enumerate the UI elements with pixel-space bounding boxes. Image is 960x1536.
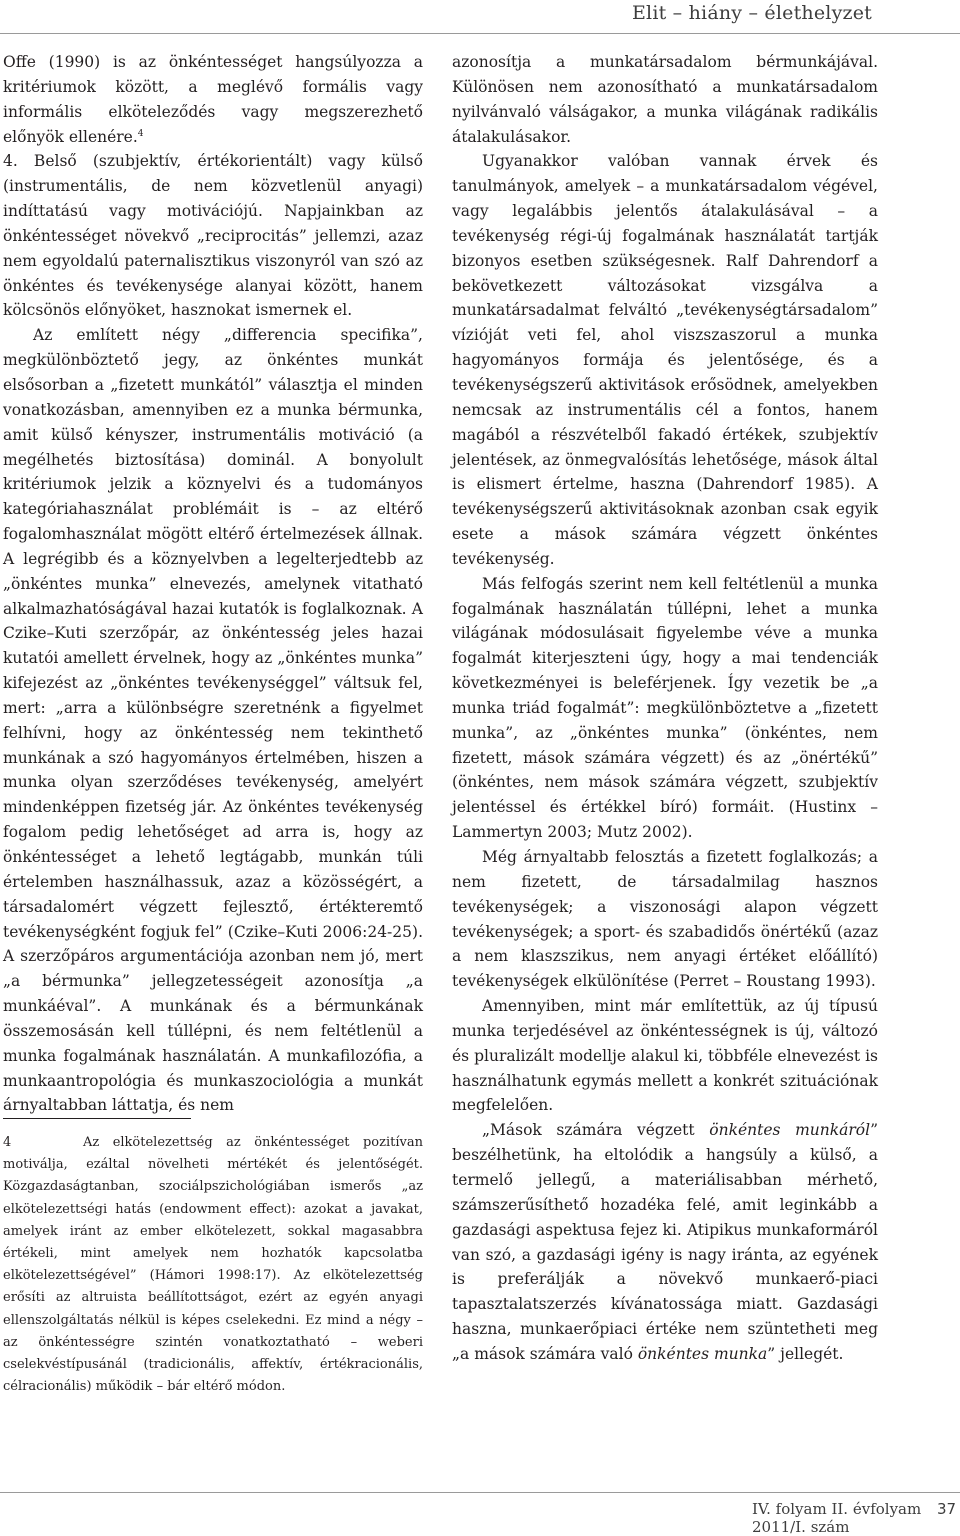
paragraph: Az említett négy „differencia specifika”, megkülönböztető jegy, az önkéntes munkát elsősorban a „fizetett munkától” választja el minden vonatkozásban, amennyiben ez a munka bérmunka, amit külső kényszer, instrumentális motiváció (a megélhetés biztosítása) dominál. A bonyolult kritériumok jelzik a köznyelvi és a tudományos kategóriahasználat problémáit is – az eltérő fogalomhasználat mögött eltérő értelmezések állnak. A legrégibb és a köznyelvben a legelterjedtebb az „önkéntes munka” elnevezés, amelynek vitatható alkalmazhatóságával hazai kutatók is foglalkoznak. A Czike–Kuti szerzőpár, az önkéntesség jeles hazai kutatói amellett érvelnek, hogy az „önkéntes munka” kifejezést az „önkéntes tevékenységgel” váltsuk fel, mert: „arra a különbségre szeretnénk a figyelmet felhívni, hogy az önkéntesség nem tekinthető munkának a szó hagyományos értelmében, hiszen a munka olyan szerződéses tevékenység, amelyért mindenképpen fizetség jár. Az önkéntes tevékenység fogalom pedig lehetőséget ad arra is, hogy az önkéntességet a lehető legtágabb, munkán túli értelemben használhassuk, azaz a közösségért, a társadalomért végzett fejlesztő, értékteremtő tevékenységként fogjuk fel” (Czike–Kuti 2006:24-25). A szerzőpáros argumentációja azonban nem jó, mert „a bérmunka” jellegzetességeit azonosítja „a munkáéval”. A munkának és a bérmunkának összemosásán kell túllépni, és nem feltétlenül a munka fogalmának használatán. A munkafilozófia, a munkaantropológia és munkaszociológia a munkát árnyaltabban láttatja, és nem: [3, 326, 423, 1115]
page-number: 37: [937, 1500, 957, 1518]
paragraph-text: ” jellegét.: [767, 1344, 844, 1363]
paragraph-text: Offe (1990) is az önkéntességet hangsúlyozza a kritériumok között, a meglévő formális vagy informális elköteleződés vagy megszerezhető előnyök ellenére.: [3, 53, 423, 146]
paragraph: Még árnyaltabb felosztás a fizetett foglalkozás; a nem fizetett, de társadalmilag hasznos tevékenységek; a viszonosági alapon végzett tevékenységek; a sport- és szabadidős önértékű (azaz a nem klaszszikus, nem anyagi értéket előállító) tevékenységek elkülönítése (Perret – Roustang 1993).: [452, 848, 878, 991]
right-column: [452, 50, 878, 1367]
paragraph: azonosítja a munkatársadalom bérmunkájával. Különösen nem azonosítható a munkatársadalom nyilvánvaló válságakor, a munka világának radikális átalakulásakor.: [452, 53, 878, 146]
paragraph: Más felfogás szerint nem kell feltétlenül a munka fogalmának használatán túllépni, lehet a munka világának módosulásait figyelembe véve a munka fogalmát kiterjeszteni úgy, hogy a mai tendenciák következményei is beleférjenek. Így vezetik be „a munka triád fogalmát”: megkülönböztetve a „fizetett munka”, az „önkéntes munka” (önkéntes, nem fizetett, mások számára végzett) és az „önértékű” (önkéntes, nem mások számára végzett, szubjektív jelentéssel és értékkel bíró) formáit. (Hustinx – Lammertyn 2003; Mutz 2002).: [452, 574, 878, 842]
footnote-reference[interactable]: 4: [137, 128, 144, 139]
paragraph: Amennyiben, mint már említettük, az új típusú munka terjedésével az önkéntességnek is új, változó és pluralizált modellje alakul ki, többféle elnevezést is használhatunk egymás mellett a konkrét szituációnak megfelelően.: [452, 997, 878, 1115]
footnote-text: Az elkötelezettség az önkéntességet pozitívan motiválja, ezáltal növelheti mértékét és jelentőségét. Közgazdaságtanban, szociálpszichológiában ismerős „az elkötelezettségi hatás (endowment effect): azokat a javakat, amelyek iránt az ember elkötelezett, sokkal magasabbra értékeli, mint amelyek nem hozhatók kapcsolatba elkötelezettségével” (Hámori 1998:17). Az elkötelezettség erősíti az altruista beállítottságot, ezért az egyén anyagi ellenszolgáltatás nélkül is képes cselekedni. Ez mind a négy – az önkéntességre szintén vonatkoztatható – weberi cselekvéstípusánál (tradicionális, affektív, értékracionális, célracionális) működik – bár eltérő módon.: [3, 1135, 423, 1395]
paragraph: [452, 1118, 878, 1366]
footer-divider: [0, 1492, 960, 1493]
footnote-number: 4: [3, 1135, 12, 1150]
emphasis-text: önkéntes munka: [637, 1344, 768, 1363]
emphasis-text: önkéntes munkáról: [709, 1121, 871, 1140]
paragraph-text: ” beszélhetünk, ha eltolódik a hangsúly a külső, a termelő jellegű, a materiálisabban mérhető, számszerűsíthető hozadéka felé, amit leginkább a gazdasági aspektusa fejez ki. Atipikus munkaformáról van szó, a gazdasági igény is nagy iránta, az egyének is preferálják a növekvő munkaerő-piaci tapasztalatszerzés kívánatossága miatt. Gazdasági haszna, munkaerőpiaci értéke nem szüntetheti meg „a mások számára való: [452, 1121, 879, 1363]
footnote-divider: [3, 1118, 191, 1119]
paragraph: [3, 50, 423, 149]
paragraph-text: „Mások számára végzett: [482, 1121, 710, 1140]
running-header-title: Elit – hiány – élethelyzet: [631, 2, 872, 24]
paragraph: Ugyanakkor valóban vannak érvek és tanulmányok, amelyek – a munkatársadalom végével, vagy legalábbis jelentős átalakulásával – a tevékenység régi-új fogalmának használatát tartják bizonyos esetben szükségesnek. Ralf Dahrendorf a bekövetkezett változásokat vizsgálva a munkatársadalmat felváltó „tevékenységtársadalom” vízióját veti fel, ahol viszszaszorul a munka hagyományos formája és jelentősége, és a tevékenységszerű aktivitások erősödnek, amelyekben nemcsak az instrumentális cél a fontos, hanem magából a részvételből fakadó értékek, szubjektív jelentések, az önmegvalósítás lehetősége, mások által is elismert értelme, haszna (Dahrendorf 1985). A tevékenységszerű aktivitásoknak azonban csak egyik esete a mások számára végzett önkéntes tevékenység.: [452, 152, 878, 568]
left-column: [3, 50, 423, 1118]
paragraph: 4. Belső (szubjektív, értékorientált) vagy külső (instrumentális, de nem közvetlenül anyagi) indíttatású vagy motivációjú. Napjainkban az önkéntességet növekvő „reciprocitás” jellemzi, azaz nem egyoldalú paternalisztikus viszonyról van szó az önkéntes és tevékenysége alanyai között, hanem kölcsönös előnyöket, hasznokat ismernek el.: [3, 152, 423, 320]
footnote: [3, 1132, 423, 1398]
footer-volume-info: IV. folyam II. évfolyam 2011/I. szám: [752, 1500, 922, 1536]
header-divider: [0, 33, 960, 34]
